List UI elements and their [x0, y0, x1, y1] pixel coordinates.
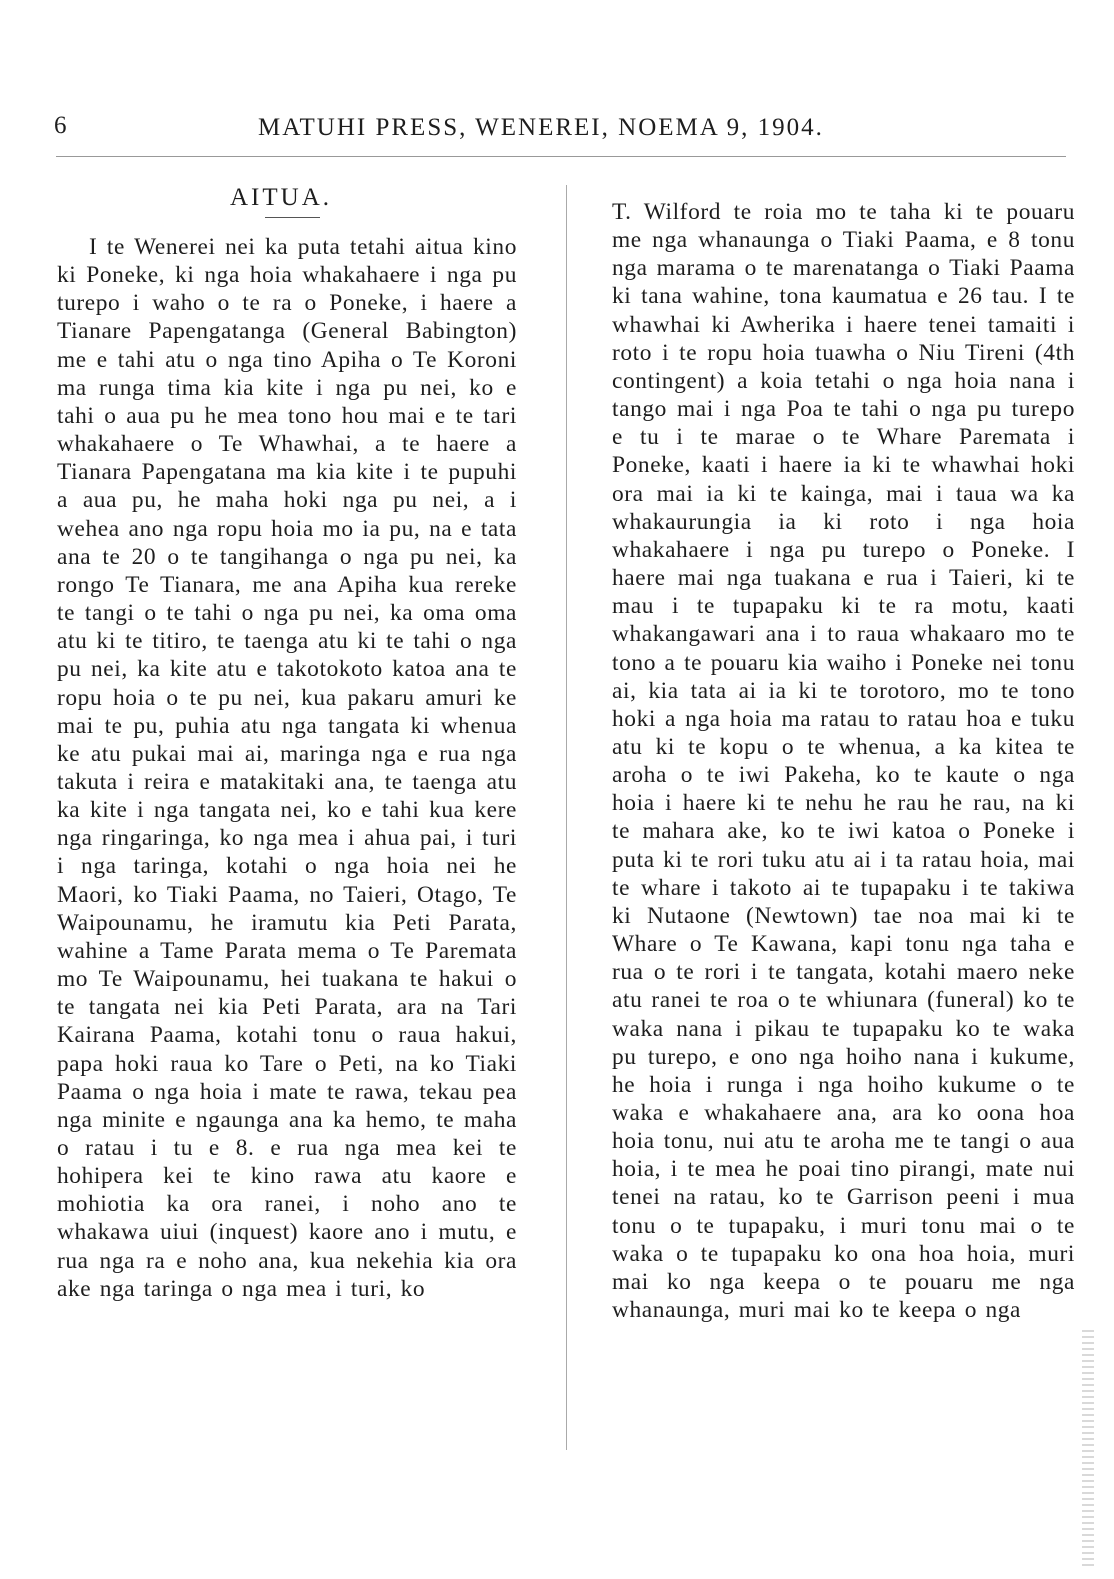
article-body-right-column: T. Wilford te roia mo te taha ki te pouaru me nga whanaunga o Tiaki Paama, e 8 tonu nga marama o te marenatanga o Tiaki Paama ki tana wahine, tona kaumatua e 26 tau. I te whawhai ki Awherika i haere tenei tamaiti i roto i te ropu hoia tuawha o Niu Tireni (4th contingent) a koia tetahi o nga hoia nana i tango mai i nga Poa te tahi o nga pu turepo e tu i te marae o te Whare Paremata i Poneke, kaati i haere ia ki te whawhai hoki ora mai ia ki te kainga, mai i taua wa ka whakaurungia ia ki roto i nga hoia whakahaere i nga pu turepo o Poneke. I haere mai nga tuakana e rua i Taieri, ki te mau i te tupapaku ki te ra motu, kaati whakangawari ana i to raua whakaaro mo te tono a te pouaru kia waiho i Poneke nei tonu ai, kia tata ai ia ki te torotoro, mo te tono hoki a nga hoia ma ratau to ratau hoa e tuku atu ki te kopu o te whenua, a ka kitea te aroha o te iwi Pakeha, ko te kaute o nga hoia i haere ki te nehu he rau he rau, na ki te mahara ake, ko te iwi katoa o Poneke i puta ki te rori tuku atu ai i ta ratau hoia, mai te whare i takoto ai te tupapaku i te takiwa ki Nutaone (Newtown) tae noa mai ki te Whare o Te Kawana, kapi tonu nga taha e rua o te rori i te tangata, kotahi maero neke atu ranei te roa o te whiunara (funeral) ko te waka nana i pikau te tupapaku ko te waka pu turepo, e ono nga hoiho nana i kukume, he hoia i runga i nga hoiho kukume o te waka e whakahaere ana, ara ko oona hoa hoia tonu, nui atu te aroha me te tangi o aua hoia, i te mea he poai tino pirangi, mate nui tenei na ratau, ko te Garrison peeni i mua tonu o te tupapaku, i muri tonu mai o te waka o te tupapaku ko ona hoa hoia, muri mai ko nga keepa o te pouaru me nga whanaunga, muri mai ko te keepa o nga: [612, 199, 1075, 1324]
page-number: 6: [54, 112, 67, 139]
heading-rule: [265, 217, 320, 218]
running-head: MATUHI PRESS, WENEREI, NOEMA 9, 1904.: [258, 114, 824, 141]
article-heading: AITUA.: [230, 184, 333, 211]
header-rule: [56, 156, 1066, 157]
page-edge-specks: [1082, 1330, 1094, 1570]
column-divider: [566, 185, 567, 1450]
article-body-left-column: I te Wenerei nei ka puta tetahi aitua kino ki Poneke, ki nga hoia whakahaere i nga pu turepo i waho o te ra o Poneke, i haere a Tianare Papengatanga (General Babington) me e tahi atu o nga tino Apiha o Te Koroni ma runga tima kia kite i nga pu nei, ko e tahi o aua pu he mea tono hou mai e te tari whakahaere o Te Whawhai, a te haere a Tianara Papengatana ma kia kite i te pupuhi a aua pu, he maha hoki nga pu nei, a i wehea ano nga ropu hoia mo ia pu, na e tata ana te 20 o te tangihanga o nga pu nei, ka rongo Te Tianara, me ana Apiha kua rereke te tangi o te tahi o nga pu nei, ka oma oma atu ki te titiro, te taenga atu ki te tahi o nga pu nei, ka kite atu e takotokoto katoa ana te ropu hoia o te pu nei, kua pakaru amuri ke mai te pu, puhia atu nga tangata ki whenua ke atu pukai mai ai, maringa nga e rua nga takuta i reira e matakitaki ana, te taenga atu ka kite i nga tangata nei, ko e tahi kua kere nga ringaringa, ko nga mea i ahua pai, i turi i nga taringa, kotahi o nga hoia nei he Maori, ko Tiaki Paama, no Taieri, Otago, Te Waipounamu, he iramutu kia Peti Parata, wahine a Tame Parata mema o Te Paremata mo Te Waipounamu, hei tuakana te hakui o te tangata nei kia Peti Parata, ara na Tari Kairana Paama, kotahi tonu o raua hakui, papa hoki raua ko Tare o Peti, na ko Tiaki Paama o nga hoia i mate te rawa, tekau pea nga minite e ngaunga ana ka hemo, te maha o ratau i tu e 8. e rua nga mea kei te hohipera kei te kino rawa atu kaore e mohiotia ka ora ranei, i noho ano te whakawa uiui (inquest) kaore ano i mutu, e rua nga ra e noho ana, kua nekehia kia ora ake nga taringa o nga mea i turi, ko: [57, 234, 517, 1302]
